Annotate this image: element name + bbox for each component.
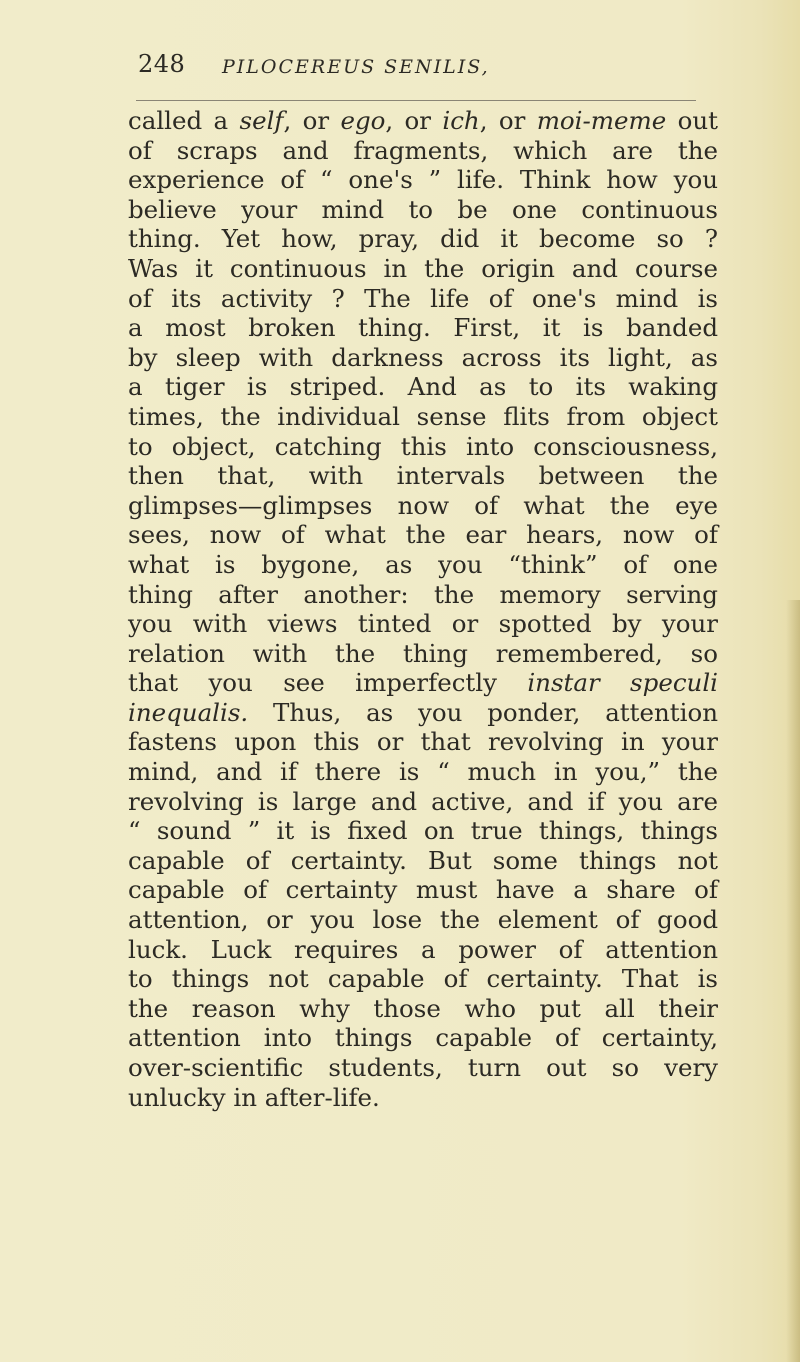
text-segment: “ sound ” it is fixed on true things, things (128, 816, 718, 846)
italic-text: self (239, 106, 284, 135)
text-line (128, 224, 718, 254)
text-segment: thing after another: the memory serving (128, 579, 718, 609)
text-segment: to things not capable of certainty. That is (128, 964, 718, 994)
text-line (128, 313, 718, 343)
italic-text: moi-meme (536, 106, 667, 135)
header-rule (136, 100, 696, 101)
text-segment: sees, now of what the ear hears, now of (128, 520, 718, 550)
text-line (128, 727, 718, 757)
italic-text: inequalis. (128, 697, 249, 727)
running-title: PILOCEREUS SENILIS, (222, 56, 490, 78)
text-segment: a tiger is striped. And as to its waking (128, 372, 718, 402)
text-segment: relation with the thing remembered, so (128, 638, 718, 668)
text-line (128, 846, 718, 876)
text-segment: out (666, 106, 718, 135)
text-segment: that you see imperfectly (128, 668, 528, 698)
text-segment: , or (479, 106, 537, 135)
text-segment: glimpses—glimpses now of what the eye (128, 490, 718, 520)
text-segment: attention into things capable of certainty, (128, 1023, 718, 1053)
text-line (128, 550, 718, 580)
text-line (128, 343, 718, 373)
text-segment: the reason why those who put all their (128, 993, 718, 1023)
text-segment: luck. Luck requires a power of attention (128, 934, 718, 964)
text-line (128, 165, 718, 195)
text-segment: believe your mind to be one continuous (128, 194, 718, 224)
text-line (128, 609, 718, 639)
text-line (128, 520, 718, 550)
text-line (128, 432, 718, 462)
text-segment: then that, with intervals between the (128, 461, 718, 491)
text-line (128, 964, 718, 994)
text-line (128, 935, 718, 965)
text-segment: attention, or you lose the element of good (128, 905, 718, 935)
text-line (128, 491, 718, 521)
text-line (128, 136, 718, 166)
text-segment: experience of “ one's ” life. Think how you (128, 165, 718, 195)
text-line (128, 284, 718, 314)
text-line (128, 1023, 718, 1053)
text-segment: by sleep with darkness across its light, as (128, 342, 718, 372)
text-line (128, 994, 718, 1024)
italic-text: ich (442, 106, 480, 135)
text-line (128, 461, 718, 491)
text-line (128, 402, 718, 432)
text-line (128, 698, 718, 728)
text-line (128, 875, 718, 905)
text-segment: what is bygone, as you “think” of one (128, 549, 718, 579)
text-line (128, 668, 718, 698)
running-head (138, 50, 678, 84)
text-segment: , or (385, 106, 443, 135)
text-line (128, 816, 718, 846)
text-line (128, 580, 718, 610)
text-segment: thing. Yet how, pray, did it become so ? (128, 224, 718, 254)
page-number: 248 (138, 50, 186, 78)
text-segment: times, the individual sense flits from object (128, 401, 718, 431)
text-line (128, 787, 718, 817)
page-edge-shadow (786, 600, 800, 1362)
text-segment: to object, catching this into consciousness, (128, 431, 718, 461)
text-line (128, 1083, 718, 1113)
text-segment: of scraps and fragments, which are the (128, 135, 718, 165)
text-segment: capable of certainty must have a share of (128, 875, 718, 905)
text-line (128, 757, 718, 787)
text-line (128, 372, 718, 402)
text-segment: revolving is large and active, and if you are (128, 786, 718, 816)
text-line (128, 195, 718, 225)
text-line (128, 106, 718, 136)
text-segment: , or (283, 106, 341, 135)
text-line (128, 254, 718, 284)
text-segment: a most broken thing. First, it is banded (128, 313, 718, 343)
italic-text: ego (340, 106, 386, 135)
text-line (128, 1053, 718, 1083)
italic-text: instar speculi (527, 668, 718, 698)
body-text (128, 106, 718, 1112)
text-segment: Thus, as you ponder, attention (248, 697, 718, 727)
text-segment: fastens upon this or that revolving in your (128, 727, 718, 757)
text-line (128, 639, 718, 669)
text-segment: called a (128, 106, 240, 135)
text-segment: you with views tinted or spotted by your (128, 609, 718, 639)
text-segment: capable of certainty. But some things not (128, 845, 718, 875)
text-segment: mind, and if there is “ much in you,” the (128, 757, 718, 787)
text-segment: unlucky in after-life. (128, 1082, 380, 1112)
text-segment: Was it continuous in the origin and course (128, 253, 718, 283)
text-segment: over-scientific students, turn out so very (128, 1053, 718, 1082)
text-line (128, 905, 718, 935)
text-segment: of its activity ? The life of one's mind is (128, 283, 718, 313)
